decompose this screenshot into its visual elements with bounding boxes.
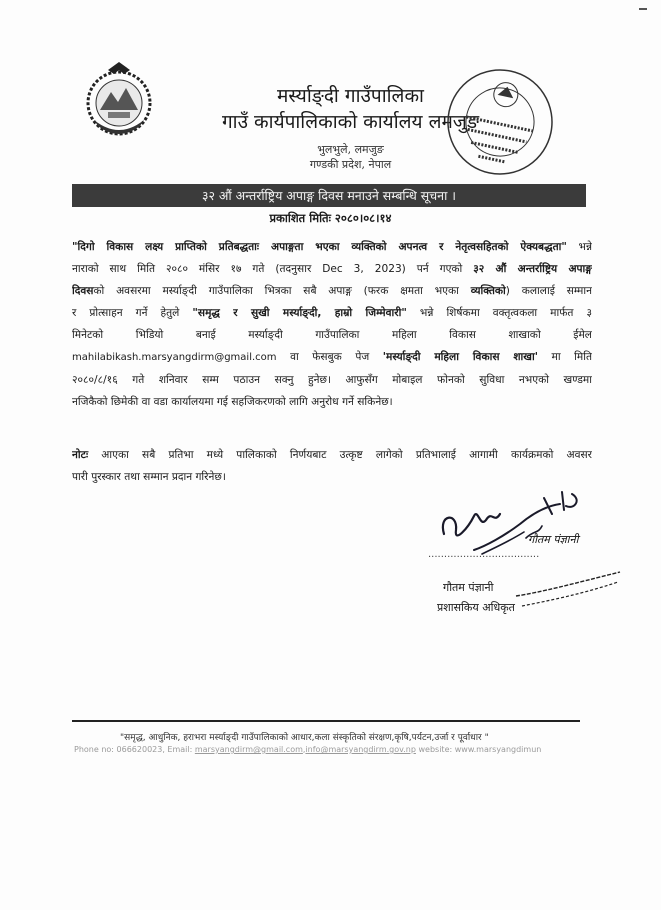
body-text: नाराको साथ मिति २०८० मंसिर १७ गते (तदनुसार Dec 3, 2023) पर्न गएको bbox=[72, 263, 474, 275]
body-line-5: मिनेटको भिडियो बनाई मर्स्याङ्दी गाउँपालिका महिला विकास शाखाको ईमेल bbox=[72, 329, 592, 341]
municipality-name: मर्स्याङ्दी गाउँपालिका bbox=[277, 85, 424, 107]
signature-stamp-icon bbox=[512, 566, 624, 612]
body-text: वा फेसबुक पेज bbox=[276, 351, 383, 363]
note-label: नोटः bbox=[72, 449, 89, 461]
office-province: गण्डकी प्रदेश, नेपाल bbox=[309, 158, 392, 171]
note-text: आएका सबै प्रतिभा मध्ये पालिकाको निर्णयबाट उत्कृष्ट लागेको प्रतिभालाई आगामी कार्यक्रमको अवसर bbox=[88, 449, 592, 461]
body-text: मा मिति bbox=[537, 351, 592, 363]
footer-contact bbox=[74, 745, 541, 754]
speech-topic: "समृद्ध र सुखी मर्स्याङ्दी, हाम्रो जिम्मेवारी" bbox=[192, 307, 407, 319]
note-section bbox=[72, 444, 592, 488]
footer-phone: Phone no: 066620023, Email: bbox=[74, 745, 195, 754]
event-name: ३२ औं अन्तर्राष्ट्रिय अपाङ्ग bbox=[473, 263, 592, 275]
notice-title-banner bbox=[72, 184, 586, 207]
footer-email-link-2[interactable]: info@marsyangdirm.gov.np bbox=[305, 745, 416, 754]
footer-email-link[interactable]: marsyangdirm@gmail.com bbox=[194, 745, 303, 754]
office-seal-stamp-icon bbox=[442, 64, 558, 180]
footer-slogan: "समृद्ध, आधुनिक, हराभरा मर्स्याङ्दी गाउँपालिकाको आधार,कला संस्कृतिको संरक्षण,कृषि,पर्यटन,उर्जा र पूर्वाधार " bbox=[120, 733, 489, 743]
body-text: भन्ने शिर्षकमा वक्तृत्वकला मार्फत ३ bbox=[406, 307, 592, 319]
signature-stamp-name: गौतम पंज्ञानी bbox=[528, 533, 579, 546]
body-line-4 bbox=[72, 302, 592, 324]
body-line-7: २०८०/८/१६ गते शनिवार सम्म पठाउन सक्नु हुनेछ। आफुसँग मोबाइल फोनको सुविधा नभएको खण्डमा bbox=[72, 374, 592, 386]
signature-line: ................................... bbox=[428, 549, 540, 560]
body-text: र प्रोत्साहन गर्ने हेतुले bbox=[72, 307, 193, 319]
body-line-3 bbox=[72, 280, 592, 302]
body-line-8: नजिकैको छिमेकी वा वडा कार्यालयमा गई सहजिकरणको लागि अनुरोध गर्ने सकिनेछ। bbox=[72, 396, 393, 408]
body-text: ) कलालाई सम्मान bbox=[505, 285, 592, 297]
published-date: प्रकाशित मितिः २०८०।०८।१४ bbox=[269, 211, 392, 225]
note-line-1 bbox=[72, 444, 592, 466]
signatory-title: प्रशासकिय अधिकृत bbox=[437, 601, 515, 614]
body-text: को अवसरमा मर्स्याङ्दी गाउँपालिका भित्रका सबै अपाङ्ग (फरक क्षमता भएका bbox=[93, 285, 471, 297]
submission-email[interactable]: mahilabikash.marsyangdirm@gmail.com bbox=[72, 352, 277, 363]
event-name-cont: दिवस bbox=[72, 285, 94, 297]
office-location: भुलभुले, लमजुङ bbox=[317, 143, 384, 156]
footer-separator: , bbox=[302, 745, 306, 754]
nepal-emblem-icon bbox=[78, 60, 160, 142]
facebook-page-name[interactable]: 'मर्स्याङ्दी महिला विकास शाखा' bbox=[382, 351, 538, 363]
body-line-6 bbox=[72, 346, 592, 369]
footer-divider bbox=[72, 720, 580, 722]
signatory-name: गौतम पंज्ञानी bbox=[443, 581, 494, 594]
scan-mark bbox=[639, 8, 647, 10]
campaign-slogan: "दिगो विकास लक्ष्य प्राप्तिको प्रतिबद्धताः अपाङ्गता भएका व्यक्तिको अपनत्व र नेतृत्वसहितको ऐक्यबद्धता" bbox=[72, 241, 567, 253]
body-line-2 bbox=[72, 258, 592, 280]
note-line-2: पारी पुरस्कार तथा सम्मान प्रदान गरिनेछ। bbox=[72, 471, 226, 483]
office-name: गाउँ कार्यपालिकाको कार्यालय लमजुङ bbox=[221, 111, 480, 133]
notice-title: ३२ औं अन्तर्राष्ट्रिय अपाङ्ग दिवस मनाउने सम्बन्धि सूचना । bbox=[201, 188, 457, 203]
body-text: भन्ने bbox=[566, 241, 592, 253]
body-bold-text: व्यक्तिको bbox=[470, 285, 506, 297]
body-line-1 bbox=[72, 236, 592, 258]
notice-body bbox=[72, 236, 592, 413]
footer-website: website: www.marsyangdimun bbox=[415, 745, 542, 754]
